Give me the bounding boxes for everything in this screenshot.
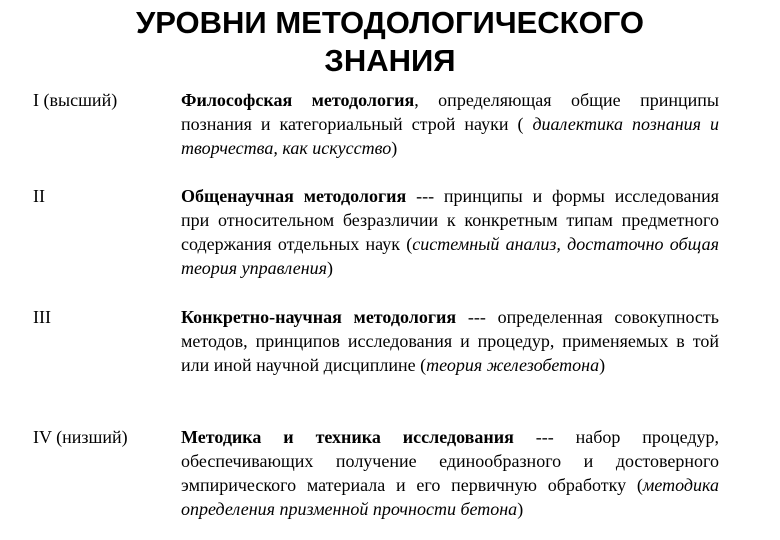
level-example: теория железобетона [426, 355, 600, 375]
level-name: Методика и техника исследования [181, 427, 514, 447]
level-name: Общенаучная методология [181, 186, 407, 206]
level-text-end: ) [327, 258, 334, 278]
level-description [181, 184, 719, 280]
level-text: --- принципы и формы исследования при относительном безразличии к конкретным типам предметного содержания отдельных наук ( [181, 186, 719, 254]
level-name: Философская методология [181, 90, 415, 110]
level-text-end: ) [599, 355, 606, 375]
level-text: --- определенная совокупность методов, принципов исследования и процедур, применяемых в той или иной научной дисциплине ( [181, 307, 719, 375]
page-title [80, 4, 700, 80]
level-description [181, 425, 719, 521]
level-label: IV (низший) [33, 427, 128, 447]
title-line-1: УРОВНИ МЕТОДОЛОГИЧЕСКОГО [135, 5, 644, 40]
level-text: --- набор процедур, обеспечивающих получение единообразного и достоверного эмпирического материала и его первичную обработку ( [181, 427, 719, 495]
level-text-end: ) [517, 499, 524, 519]
level-example: методика определения призменной прочности бетона [181, 475, 719, 519]
level-name: Конкретно-научная методология [181, 307, 457, 327]
level-text: , определяющая общие принципы познания и категориальный строй науки ( [181, 90, 719, 134]
level-description [181, 88, 719, 160]
level-label: II [33, 186, 45, 206]
level-example: диалектика познания и творчества, как искусство [181, 114, 719, 158]
title-line-2: ЗНАНИЯ [324, 43, 456, 78]
level-label: III [33, 307, 51, 327]
level-description [181, 305, 719, 377]
level-text-end: ) [391, 138, 398, 158]
level-example: системный анализ, достаточно общая теория управления [181, 234, 720, 278]
level-label: I (высший) [33, 90, 118, 110]
